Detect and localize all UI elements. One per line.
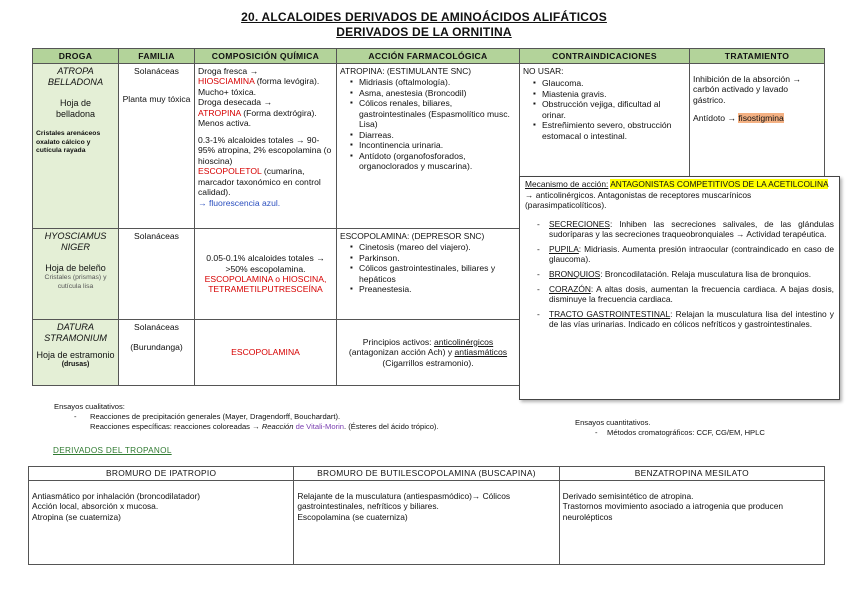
escopoletol-text: ESCOPOLETOL <box>198 166 262 177</box>
atropina-text: ATROPINA <box>198 107 241 118</box>
fluorescence-text: → fluorescencia azul. <box>198 197 281 208</box>
drug-name: BELLADONA <box>47 77 104 88</box>
tropane-cell: Derivado semisintético de atropina. Trastornos movimiento asociado a iatrogenia que producen neurolépticos <box>559 481 824 565</box>
family-datura <box>119 320 195 386</box>
header-familia: FAMILIA <box>119 49 195 64</box>
list-item: ▪ Cólicos gastrointestinales, biliares y hepáticos <box>350 263 516 284</box>
action-list <box>340 242 516 294</box>
composition-atropa <box>195 64 337 229</box>
drug-name: NIGER <box>60 242 91 253</box>
action-text: Principios activos: <box>362 336 432 347</box>
header-tratamiento: TRATAMIENTO <box>690 49 825 64</box>
contra-heading: NO USAR: <box>523 66 564 76</box>
drug-name: DATURA <box>56 322 95 332</box>
list-item: ▪ Parkinson. <box>350 253 516 263</box>
comp-text: 0.05-0.1% alcaloides totales → >50% escopolamina. <box>206 253 325 274</box>
mechanism-highlight: ANTAGONISTAS COMPETITIVOS DE LA ACETILCOLINA <box>610 179 829 189</box>
family-note: Planta muy tóxica <box>122 94 191 105</box>
list-item: - BRONQUIOS: Broncodilatación. Relaja musculatura lisa de bronquios. <box>537 269 834 280</box>
family-name: Solanáceas <box>134 322 179 332</box>
action-list <box>340 77 516 171</box>
drug-hyoscyamus <box>33 229 119 320</box>
qualitative-line: - Reacciones de precipitación generales (Mayer, Dragendorff, Bouchardart). <box>74 411 341 421</box>
common-name: belladona <box>55 109 96 120</box>
family-name: Solanáceas <box>134 66 179 76</box>
quantitative-tests <box>575 418 765 438</box>
crystal-note: Cristales arenáceos oxalato cálcico y cutícula rayada <box>36 130 101 154</box>
contra-list <box>523 78 686 141</box>
qualitative-tests <box>54 402 439 432</box>
family-hyoscyamus <box>119 229 195 320</box>
family-note: (Burundanga) <box>130 342 183 353</box>
action-heading: ATROPINA: (ESTIMULANTE SNC) <box>340 66 472 76</box>
quantitative-title: Ensayos cuantitativos. <box>575 418 651 427</box>
page-title: 20. ALCALOIDES DERIVADOS DE AMINOÁCIDOS ALIFÁTICOS <box>241 10 607 24</box>
list-item: ▪ Preanestesia. <box>350 284 516 294</box>
qualitative-title: Ensayos cualitativos: <box>54 402 125 411</box>
treatment-text: Inhibición de la absorción → carbón activado y lavado gástrico. <box>693 74 801 105</box>
mechanism-box <box>519 176 840 400</box>
composition-hyoscyamus <box>195 229 337 320</box>
drug-name: HYOSCIAMUS <box>44 231 107 241</box>
escopolamina-text: ESCOPOLAMINA <box>231 347 300 358</box>
page-subtitle: DERIVADOS DE LA ORNITINA <box>336 25 512 39</box>
tropane-col-title: BROMURO DE IPATROPIO <box>29 467 294 481</box>
tropane-heading: DERIVADOS DEL TROPANOL <box>53 446 172 455</box>
mechanism-list <box>525 219 834 330</box>
mechanism-label: Mecanismo de acción: <box>525 179 609 189</box>
composition-datura <box>195 320 337 386</box>
crystal-note: (drusas) <box>61 361 90 369</box>
antidote-highlight: fisostigmina <box>738 113 784 124</box>
list-item: ▪ Obstrucción vejiga, dificultad al orinar. <box>533 99 686 120</box>
action-datura <box>337 320 520 386</box>
common-name: Hoja de beleño <box>45 263 106 274</box>
list-item: ▪ Incontinencia urinaria. <box>350 140 516 150</box>
list-item: ▪ Cinetosis (mareo del viajero). <box>350 242 516 252</box>
list-item: ▪ Estreñimiento severo, obstrucción estomacal o intestinal. <box>533 120 686 141</box>
crystal-note: Cristales (prismas) y cutícula lisa <box>44 274 107 290</box>
action-atropa <box>337 64 520 229</box>
tropane-header-row <box>29 467 825 481</box>
hiosciamina-text: HIOSCIAMINA <box>198 76 255 87</box>
comp-text: Droga desecada → <box>198 97 273 108</box>
list-item: ▪ Miastenia gravis. <box>533 89 686 99</box>
comp-text: (Forma dextrógira). Menos activa. <box>198 107 317 129</box>
header-contraindicaciones: CONTRAINDICACIONES <box>520 49 690 64</box>
quantitative-line: - Métodos cromatográficos: CCF, CG/EM, HPLC <box>595 427 765 437</box>
common-name: Hoja de estramonio <box>36 350 115 361</box>
tropane-cell: Relajante de la musculatura (antiespasmódico)→ Cólicos gastrointestinales, nefríticos y biliares. Escopolamina (se cuaterniza) <box>294 481 559 565</box>
tropane-col-title: BROMURO DE BUTILESCOPOLAMINA (BUSCAPINA) <box>294 467 559 481</box>
header-droga: DROGA <box>33 49 119 64</box>
list-item: ▪ Antídoto (organofosforados, organoclorados y muscarina). <box>350 151 516 172</box>
comp-text: Droga fresca → <box>198 66 259 76</box>
family-name: Solanáceas <box>134 231 179 241</box>
comp-text: 0.3-1% alcaloides totales → 90-95% atropina, 2% escopolamina (o hioscina) <box>198 134 332 166</box>
comp-text: (cumarina, marcador taxonómico en control calidad). <box>198 166 321 198</box>
tropane-cell: Antiasmático por inhalación (broncodilatador) Acción local, absorción x mucosa. Atropina (se cuaterniza) <box>29 481 294 565</box>
list-item: - SECRECIONES: Inhiben las secreciones salivales, de las glándulas sudoríparas y las secreciones traqueobronquiales → Actividad terapéutica. <box>537 219 834 240</box>
comp-text: (forma levógira). Mucho+ tóxica. <box>198 76 320 97</box>
family-atropa <box>119 64 195 229</box>
tropane-table <box>28 466 825 565</box>
list-item: - CORAZÓN: A altas dosis, aumentan la frecuencia cardiaca. A bajas dosis, disminuye la frecuencia cardiaca. <box>537 284 834 305</box>
escopolamina-text: ESCOPOLAMINA o HIOSCINA, TETRAMETILPUTRESCEÍNA <box>204 274 327 295</box>
tropane-col-title: BENZATROPINA MESILATO <box>559 467 824 481</box>
action-text: (Cigarrillos estramonio). <box>382 357 474 368</box>
list-item: ▪ Midriasis (oftalmología). <box>350 77 516 87</box>
action-hyoscyamus <box>337 229 520 320</box>
action-text: anticolinérgicos <box>433 336 494 347</box>
list-item: ▪ Glaucoma. <box>533 78 686 88</box>
header-accion: ACCIÓN FARMACOLÓGICA <box>337 49 520 64</box>
mechanism-text: → anticolinérgicos. Antagonistas de receptores muscarínicos (parasimpaticolíticos). <box>525 189 752 211</box>
qualitative-line: Reacciones específicas: reacciones coloreadas → Reacción de Vitali-Morin. (Ésteres del ácido trópico). <box>90 421 439 431</box>
drug-name: ATROPA <box>57 66 94 76</box>
drug-datura <box>33 320 119 386</box>
action-text: antiasmáticos <box>454 347 508 358</box>
action-heading: ESCOPOLAMINA: (DEPRESOR SNC) <box>340 231 485 241</box>
list-item: ▪ Diarreas. <box>350 130 516 140</box>
drug-name: STRAMONIUM <box>44 333 107 344</box>
list-item: - PUPILA: Midriasis. Aumenta presión intraocular (contraindicado en caso de glaucoma). <box>537 244 834 265</box>
header-composicion: COMPOSICIÓN QUÍMICA <box>195 49 337 64</box>
list-item: - TRACTO GASTROINTESTINAL: Relajan la musculatura lisa del intestino y de las vías urinarias. Indicado en cólicos nefríticos y gastrointestinales. <box>537 309 834 330</box>
list-item: ▪ Cólicos renales, biliares, gastrointestinales (Espasmolítico musc. Lisa) <box>350 98 516 129</box>
drug-atropa <box>33 64 119 229</box>
treatment-text: Antídoto → <box>693 113 736 124</box>
common-name: Hoja de <box>59 98 92 109</box>
action-text: (antagonizan acción Ach) y <box>348 347 453 358</box>
table-header-row <box>33 49 825 64</box>
list-item: ▪ Asma, anestesia (Broncodil) <box>350 88 516 98</box>
tropane-row <box>29 481 825 565</box>
